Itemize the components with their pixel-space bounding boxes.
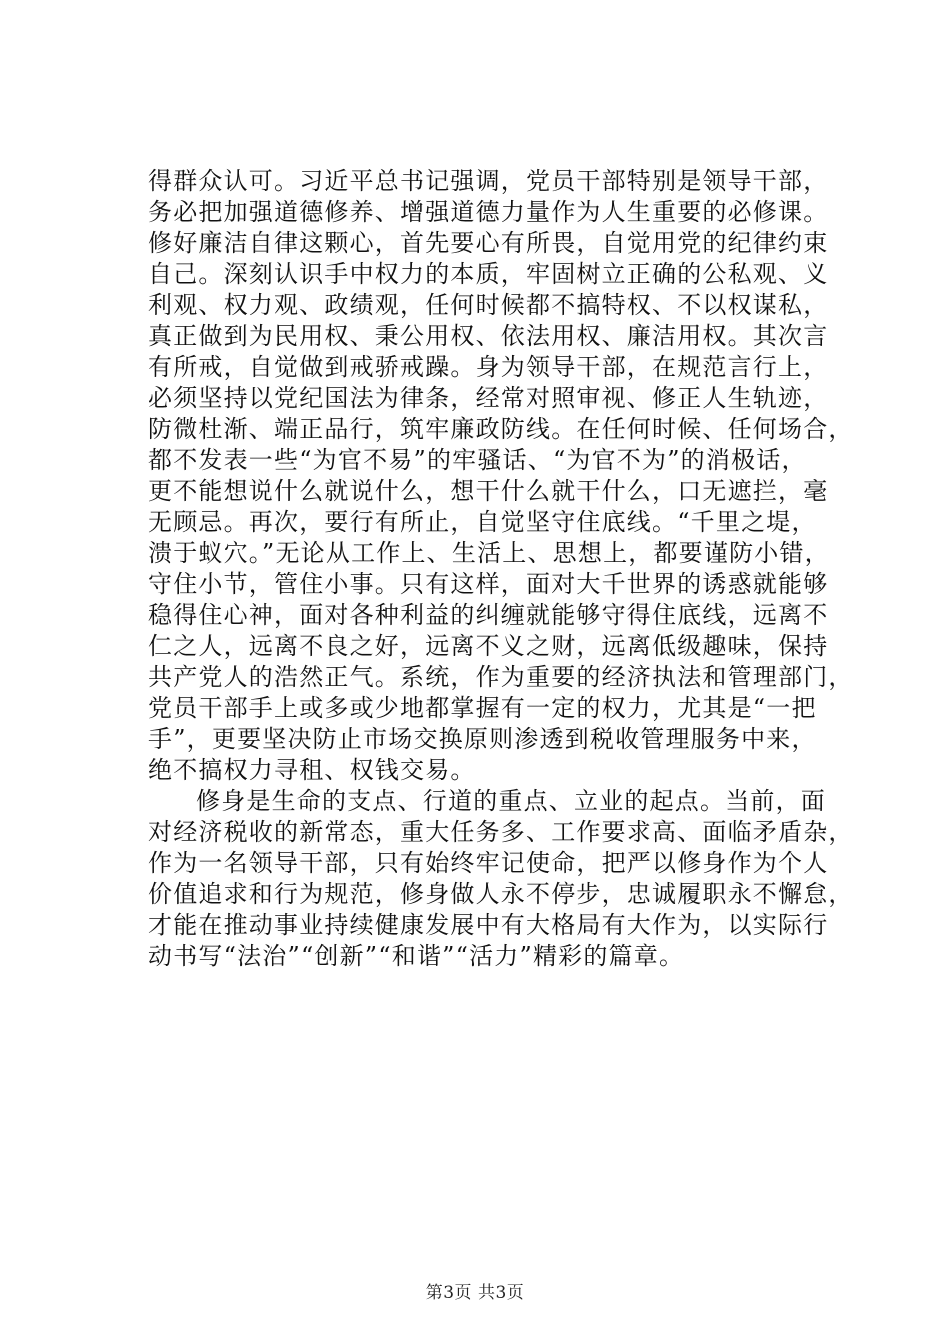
text-line: 自己。深刻认识手中权力的本质，牢固树立正确的公私观、义 xyxy=(148,260,829,288)
paragraph-first-line: 修身是生命的支点、行道的重点、立业的起点。当前，面 xyxy=(196,787,826,815)
text-line: 绝不搞权力寻租、权钱交易。 xyxy=(148,756,476,784)
text-line: 仁之人，远离不良之好，远离不义之财，远离低级趣味，保持 xyxy=(148,632,829,660)
text-line: 溃于蚁穴。”无论从工作上、生活上、思想上，都要谨防小错， xyxy=(148,539,830,567)
text-line: 修好廉洁自律这颗心，首先要心有所畏，自觉用党的纪律约束 xyxy=(148,229,829,257)
text-line: 作为一名领导干部，只有始终牢记使命，把严以修身作为个人 xyxy=(148,849,829,877)
text-line: 手”，更要坚决防止市场交换原则渗透到税收管理服务中来， xyxy=(148,725,817,753)
text-line: 共产党人的浩然正气。系统，作为重要的经济执法和管理部门， xyxy=(148,663,854,691)
text-line: 都不发表一些“为官不易”的牢骚话、“为官不为”的消极话， xyxy=(148,446,807,474)
text-line: 无顾忌。再次，要行有所止，自觉坚守住底线。“千里之堤， xyxy=(148,508,817,536)
text-line: 防微杜渐、端正品行，筑牢廉政防线。在任何时候、任何场合， xyxy=(148,415,854,443)
page-number-label: 第3页 共3页 xyxy=(425,1283,525,1303)
text-line: 动书写“法治”“创新”“和谐”“活力”精彩的篇章。 xyxy=(148,942,685,970)
text-line: 对经济税收的新常态，重大任务多、工作要求高、面临矛盾杂， xyxy=(148,818,854,846)
document-body xyxy=(148,166,854,972)
text-line: 党员干部手上或多或少地都掌握有一定的权力，尤其是“一把 xyxy=(148,694,817,722)
text-line: 利观、权力观、政绩观，任何时候都不搞特权、不以权谋私， xyxy=(148,291,829,319)
page-footer xyxy=(0,1278,950,1303)
text-line: 务必把加强道德修养、增强道德力量作为人生重要的必修课。 xyxy=(148,198,829,226)
text-line: 守住小节，管住小事。只有这样，面对大千世界的诱惑就能够 xyxy=(148,570,829,598)
text-line: 必须坚持以党纪国法为律条，经常对照审视、修正人生轨迹， xyxy=(148,384,829,412)
text-line: 价值追求和行为规范，修身做人永不停步，忠诚履职永不懈怠， xyxy=(148,880,854,908)
text-line: 才能在推动事业持续健康发展中有大格局有大作为，以实际行 xyxy=(148,911,829,939)
text-line: 真正做到为民用权、秉公用权、依法用权、廉洁用权。其次言 xyxy=(148,322,829,350)
text-line: 得群众认可。习近平总书记强调，党员干部特别是领导干部， xyxy=(148,167,829,195)
text-line: 稳得住心神，面对各种利益的纠缠就能够守得住底线，远离不 xyxy=(148,601,829,629)
text-line: 更不能想说什么就说什么，想干什么就干什么，口无遮拦，毫 xyxy=(148,477,829,505)
text-line: 有所戒，自觉做到戒骄戒躁。身为领导干部，在规范言行上， xyxy=(148,353,829,381)
